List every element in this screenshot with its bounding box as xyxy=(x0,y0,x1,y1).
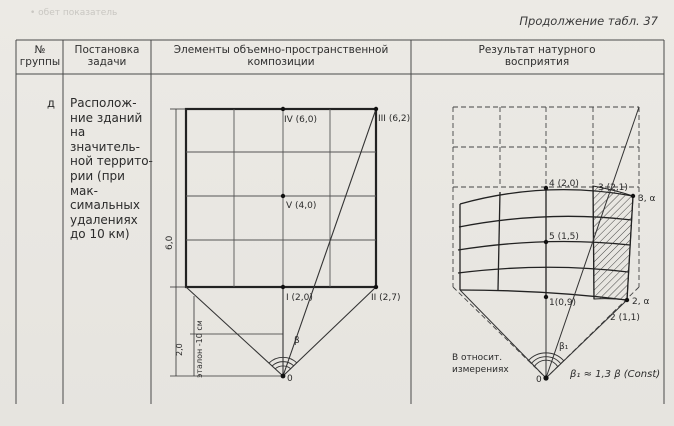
header-perception-line1: Результат натурного xyxy=(478,44,596,56)
point-iv xyxy=(281,107,285,111)
label-beta: β xyxy=(294,336,300,346)
label-dim-20: 2,0 xyxy=(175,343,184,356)
point-1 xyxy=(544,295,548,299)
label-2: 2 (1,1) xyxy=(610,313,640,323)
note-line2: измерениях xyxy=(452,365,509,375)
label-etalon: эталон -10 см xyxy=(195,320,204,378)
label-3a: 3, α xyxy=(638,194,656,204)
header-group-number-line1: № xyxy=(34,44,46,56)
point-v xyxy=(281,194,285,198)
header-task-line2: задачи xyxy=(87,56,127,68)
header-group-number-line2: группы xyxy=(19,56,61,68)
label-i: I (2,0) xyxy=(286,293,313,303)
point-iii xyxy=(374,107,378,111)
header-composition-line2: композиции xyxy=(247,56,315,68)
header-composition-line1: Элементы объемно-пространственной xyxy=(173,44,389,56)
task-line: на значитель- xyxy=(70,125,140,154)
label-origin-2: 0 xyxy=(536,375,542,385)
header-task-line1: Постановка xyxy=(74,44,140,56)
point-2 xyxy=(625,298,629,302)
table-continuation-caption: Продолжение табл. 37 xyxy=(519,14,658,28)
formula: β₁ ≈ 1,3 β (Const) xyxy=(570,369,661,380)
header-perception-line2: восприятия xyxy=(504,56,570,68)
label-iii: III (6,2) xyxy=(378,114,411,124)
task-line: симальных xyxy=(70,198,140,213)
task-line: ной террито- xyxy=(70,154,153,169)
composition-sight-lines xyxy=(186,109,376,376)
point-ii xyxy=(374,285,378,289)
label-4: 4 (2,0) xyxy=(549,179,579,189)
label-5: 5 (1,5) xyxy=(549,232,579,242)
label-ii: II (2,7) xyxy=(371,293,401,303)
note-line1: В относит. xyxy=(452,353,503,363)
task-line: до 10 км) xyxy=(70,227,130,242)
hatched-distortion-area xyxy=(593,186,633,300)
task-line: Располож- xyxy=(70,96,137,110)
group-letter: д xyxy=(47,96,55,110)
label-iv: IV (6,0) xyxy=(284,115,318,125)
point-4 xyxy=(544,186,548,190)
point-i xyxy=(281,285,285,289)
bleed-through-text: • обет показатель xyxy=(30,8,118,18)
label-beta1: β₁ xyxy=(559,342,569,352)
composition-outline xyxy=(186,109,376,287)
point-3 xyxy=(631,194,635,198)
label-dim-60: 6,0 xyxy=(165,235,175,250)
perception-diagram xyxy=(452,107,660,385)
label-3: 3 (2,1) xyxy=(598,183,628,193)
point-5 xyxy=(544,240,548,244)
label-1: 1(0,9) xyxy=(549,298,577,308)
task-line: удалениях xyxy=(70,212,138,227)
label-2a: 2, α xyxy=(632,297,650,307)
task-line: рии (при мак- xyxy=(70,168,125,198)
label-v: V (4,0) xyxy=(286,201,317,211)
composition-grid xyxy=(186,109,376,287)
composition-diagram xyxy=(165,107,410,384)
label-origin: 0 xyxy=(287,374,293,384)
point-origin xyxy=(281,374,286,379)
point-origin-2 xyxy=(543,375,548,380)
task-line: ние зданий xyxy=(70,110,143,125)
